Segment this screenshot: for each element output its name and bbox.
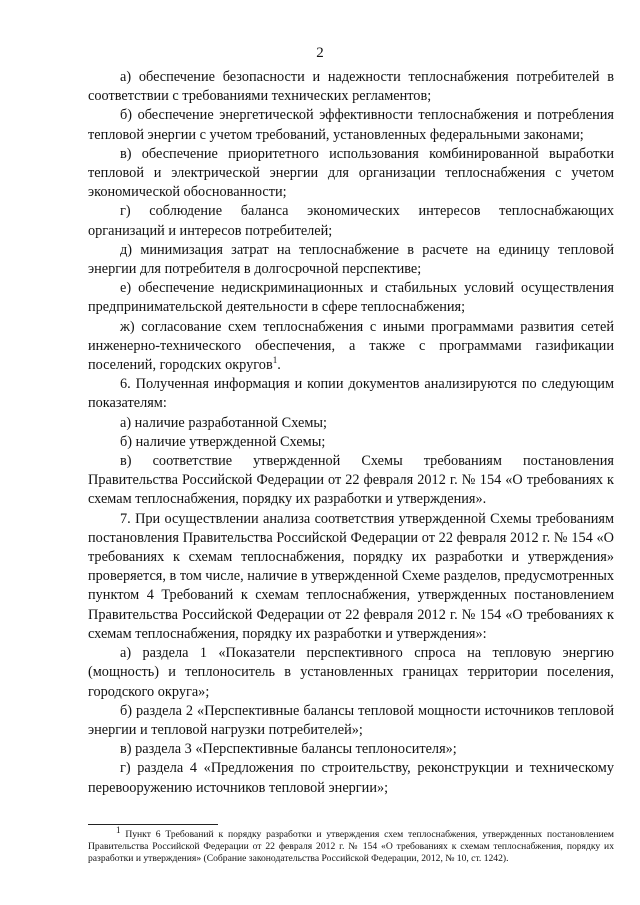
page-number: 2 — [316, 45, 324, 61]
list-item-zh-suffix: . — [277, 357, 281, 374]
section-item-a: а) раздела 1 «Показатели перспективного спроса на тепловую энергию (мощность) и теплоноситель в установленных границах территории поселения, городского округа»; — [88, 645, 614, 700]
list-item-d: д) минимизация затрат на теплоснабжение в расчете на единицу тепловой энергии для потребителя в долгосрочной перспективе; — [88, 241, 614, 278]
footnote-divider — [88, 824, 218, 825]
list-item-v: в) обеспечение приоритетного использования комбинированной выработки тепловой и электрической энергии для организации теплоснабжения с учетом экономической обоснованности; — [88, 145, 614, 201]
list-item-zh-text: ж) согласование схем теплоснабжения с иными программами развития сетей инженерно-технического обеспечения, а также с программами газификации поселений, городских округов — [88, 318, 614, 374]
section-item-g: г) раздела 4 «Предложения по строительству, реконструкции и техническому перевооружению источников тепловой энергии»; — [88, 760, 614, 796]
indicator-b: б) наличие утвержденной Схемы; — [120, 433, 326, 450]
paragraph-6: 6. Полученная информация и копии документов анализируются по следующим показателям: — [88, 376, 614, 412]
list-item-zh — [88, 318, 614, 376]
list-item-a: а) обеспечение безопасности и надежности теплоснабжения потребителей в соответствии с требованиями технических регламентов; — [88, 69, 614, 105]
indicator-v: в) соответствие утвержденной Схемы требованиям постановления Правительства Российской Федерации от 22 февраля 2012 г. № 154 «О требованиях к схемам теплоснабжения, порядку их разработки и утверждения». — [88, 453, 614, 508]
section-item-b: б) раздела 2 «Перспективные балансы тепловой мощности источников тепловой энергии и тепловой нагрузки потребителей»; — [88, 702, 614, 738]
list-item-b: б) обеспечение энергетической эффективности теплоснабжения и потребления тепловой энергии с учетом требований, установленных федеральными законами; — [88, 107, 614, 143]
paragraph-7: 7. При осуществлении анализа соответствия утвержденной Схемы требованиям постановления Правительства Российской Федерации от 22 февраля 2012 г. № 154 «О требованиях к схемам теплоснабжения, порядку их разработки и утверждения» проверяется, в том числе, наличие в утвержденной Схеме разделов, предусмотренных пунктом 4 Требований к схемам теплоснабжения, утвержденных постановлением Правительства Российской Федерации от 22 февраля 2012 г. № 154 «О требованиях к схемам теплоснабжения, порядку их разработки и утверждения»: — [88, 510, 614, 642]
section-item-v: в) раздела 3 «Перспективные балансы теплоносителя»; — [120, 741, 457, 758]
indicator-a: а) наличие разработанной Схемы; — [120, 414, 327, 431]
footnote-marker: 1 — [116, 824, 121, 835]
footnote-text: Пункт 6 Требований к порядку разработки и утверждения схем теплоснабжения, утвержденных постановлением Правительства Российской Федерации от 22 февраля 2012 г. № 154 «О требованиях к схемам теплоснабжения, порядку их разработки и утверждения» (Собрание законодательства Российской Федерации, 2012, № 10, ст. 1242). — [88, 829, 614, 865]
footnote-reference[interactable]: 1 — [272, 355, 278, 366]
body-text — [88, 68, 614, 798]
list-item-e: е) обеспечение недискриминационных и стабильных условий осуществления предпринимательской деятельности в сфере теплоснабжения; — [88, 280, 614, 316]
list-item-g: г) соблюдение баланса экономических интересов теплоснабжающих организаций и интересов потребителей; — [88, 203, 614, 239]
footnote — [88, 824, 614, 866]
